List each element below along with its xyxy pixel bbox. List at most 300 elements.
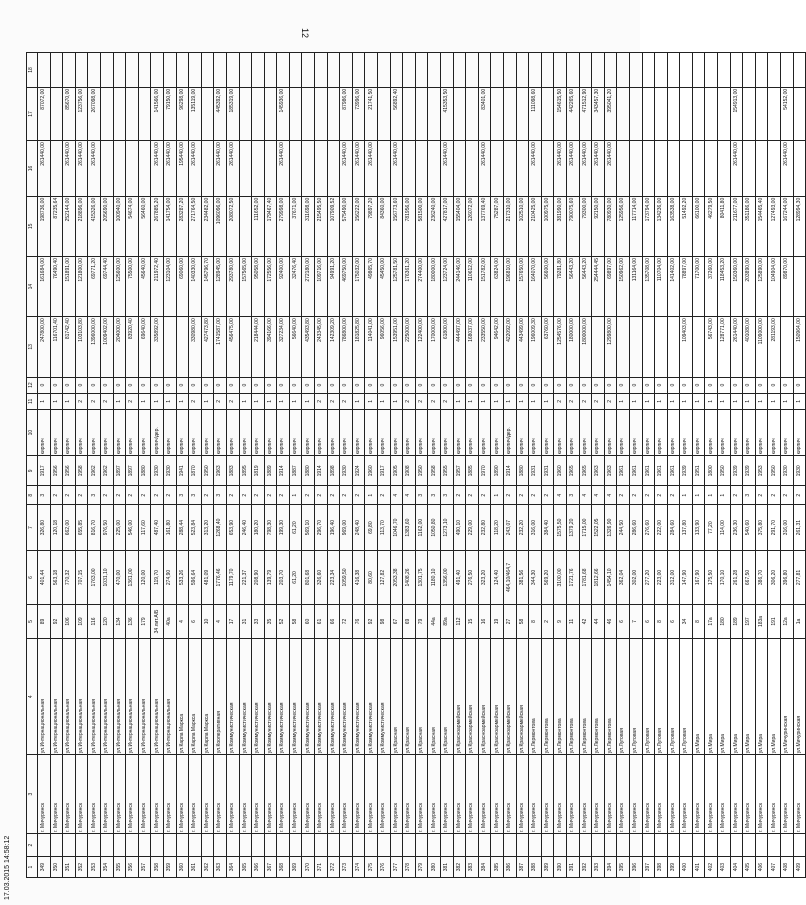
table-cell: 109403,00 xyxy=(680,317,693,377)
table-cell: 98 xyxy=(378,604,391,639)
table-cell: 261440,00 xyxy=(592,141,605,197)
table-cell xyxy=(302,833,315,856)
table-cell: 34 лит.А/Б xyxy=(151,604,164,639)
table-cell: 154465,40 xyxy=(755,196,768,256)
table-cell: 1951 xyxy=(692,456,705,486)
table-cell: 326,80 xyxy=(38,504,51,550)
table-cell xyxy=(705,833,718,856)
table-cell xyxy=(100,141,113,197)
table-cell: 1 xyxy=(239,393,252,409)
table-cell: 1 xyxy=(680,486,693,505)
table-cell: 2 xyxy=(327,393,340,409)
table-cell: 196009,30 xyxy=(529,317,542,377)
table-cell: 229,00 xyxy=(466,504,479,550)
table-cell xyxy=(793,87,806,140)
table-cell xyxy=(755,53,768,88)
table-cell: г. Мичуринск xyxy=(579,755,592,834)
table-cell: 1889 xyxy=(264,456,277,486)
table-cell: 58 xyxy=(289,604,302,639)
table-cell: 203890,00 xyxy=(743,257,756,317)
table-cell: 0 xyxy=(730,377,743,393)
column-header: 12 xyxy=(27,377,38,393)
table-row xyxy=(718,53,731,878)
table-cell: 786800,00 xyxy=(340,317,353,377)
table-cell: 6 xyxy=(189,604,202,639)
table-row xyxy=(680,53,693,878)
table-cell: 54674,00 xyxy=(126,196,139,256)
table-cell: 2 xyxy=(755,486,768,505)
table-cell: 1 xyxy=(378,393,391,409)
table-cell: 1096096,00 xyxy=(214,196,227,256)
table-cell: кирпич xyxy=(302,409,315,455)
table-cell xyxy=(113,141,126,197)
table-cell xyxy=(478,833,491,856)
table-cell xyxy=(579,833,592,856)
table-cell: ул.Коммунистическая xyxy=(239,639,252,755)
table-cell xyxy=(289,833,302,856)
table-cell: 0 xyxy=(503,377,516,393)
table-cell xyxy=(264,87,277,140)
table-cell: 223,34 xyxy=(327,551,340,604)
table-cell: кирпич xyxy=(315,409,328,455)
table-cell xyxy=(239,833,252,856)
table-cell xyxy=(592,317,605,377)
table-cell xyxy=(289,53,302,88)
table-cell: кирпич xyxy=(755,409,768,455)
table-cell: 313,20 xyxy=(201,504,214,550)
table-cell: 2 xyxy=(151,486,164,505)
table-cell xyxy=(113,87,126,140)
table-cell xyxy=(428,87,441,140)
table-cell: 3 xyxy=(38,486,51,505)
table-cell xyxy=(50,53,63,88)
table-cell: кирпич xyxy=(781,409,794,455)
table-cell: 344,30 xyxy=(529,551,542,604)
table-cell xyxy=(201,53,214,88)
table-cell: 354 xyxy=(100,857,113,878)
table-cell: 2 xyxy=(793,486,806,505)
table-cell: 4 xyxy=(554,486,567,505)
table-cell xyxy=(378,141,391,197)
table-cell: 94642,00 xyxy=(491,317,504,377)
table-cell: 145936,00 xyxy=(277,87,290,140)
table-cell: 371 xyxy=(315,857,328,878)
table-cell: 1941 xyxy=(176,456,189,486)
table-cell: ул.Мира xyxy=(718,639,731,755)
table-cell xyxy=(516,833,529,856)
table-cell: 1781,68 xyxy=(579,551,592,604)
table-cell: 12а xyxy=(781,604,794,639)
table-cell: 401,44 xyxy=(38,551,51,604)
table-cell: 217310,00 xyxy=(503,196,516,256)
table-cell: 223,00 xyxy=(655,551,668,604)
table-cell: 316,00 xyxy=(781,504,794,550)
table-cell: 361 xyxy=(189,857,202,878)
table-cell: ул.Коммунистическая xyxy=(277,639,290,755)
table-cell: 151891,00 xyxy=(63,257,76,317)
table-cell: 218896,00 xyxy=(75,196,88,256)
table-cell xyxy=(113,833,126,856)
table-cell: кирпич xyxy=(352,409,365,455)
table-cell: 95058,00 xyxy=(252,257,265,317)
table-cell: г. Мичуринск xyxy=(642,755,655,834)
table-cell: г. Мичуринск xyxy=(352,755,365,834)
table-row xyxy=(415,53,428,878)
table-cell: г. Мичуринск xyxy=(302,755,315,834)
table-cell: 123756,00 xyxy=(75,87,88,140)
table-cell xyxy=(781,317,794,377)
table-cell: ул.Мира xyxy=(755,639,768,755)
table-cell xyxy=(138,53,151,88)
table-cell: 1301,75 xyxy=(415,551,428,604)
table-cell: 142309,20 xyxy=(327,317,340,377)
table-cell xyxy=(264,53,277,88)
table-cell: 247800,00 xyxy=(38,317,51,377)
table-cell: 261440,00 xyxy=(340,141,353,197)
table-cell: 327234,00 xyxy=(277,317,290,377)
table-cell: ул.Интернациональная xyxy=(100,639,113,755)
table-cell: 117714,00 xyxy=(629,196,642,256)
table-cell: кирпич xyxy=(100,409,113,455)
table-cell: 351 xyxy=(63,857,76,878)
table-cell xyxy=(680,53,693,88)
table-cell: 1 xyxy=(617,393,630,409)
column-header: 13 xyxy=(27,317,38,377)
table-cell: 312,00 xyxy=(667,551,680,604)
table-row xyxy=(390,53,403,878)
column-header: 14 xyxy=(27,257,38,317)
table-cell: г. Мичуринск xyxy=(743,755,756,834)
column-header: 2 xyxy=(27,833,38,856)
table-cell: 311698,00 xyxy=(302,196,315,256)
table-cell: 2 xyxy=(667,486,680,505)
table-cell: кирпич xyxy=(592,409,605,455)
table-cell: кирпич xyxy=(793,409,806,455)
table-cell xyxy=(466,833,479,856)
table-cell: 279998,00 xyxy=(277,196,290,256)
table-row xyxy=(340,53,353,878)
table-cell: 180000,00 xyxy=(566,317,579,377)
table-cell xyxy=(743,833,756,856)
table-cell xyxy=(239,53,252,88)
table-cell: 103103,80 xyxy=(75,317,88,377)
table-cell xyxy=(642,317,655,377)
table-cell: ул.Интернациональная xyxy=(163,639,176,755)
table-cell: 2 xyxy=(554,393,567,409)
table-cell: 276,60 xyxy=(642,504,655,550)
table-cell: 2 xyxy=(478,486,491,505)
table-cell: 2 xyxy=(214,393,227,409)
table-cell xyxy=(617,53,630,88)
table-cell xyxy=(730,833,743,856)
table-cell: ул.Красноармейская xyxy=(453,639,466,755)
table-row xyxy=(226,53,239,878)
table-cell: кирпич/дер. xyxy=(151,409,164,455)
table-cell: 180,20 xyxy=(252,504,265,550)
table-cell: ул.Лермонтова xyxy=(541,639,554,755)
table-cell: ул.Интернациональная xyxy=(38,639,51,755)
table-cell: 56600,00 xyxy=(541,257,554,317)
table-cell xyxy=(428,141,441,197)
table-row xyxy=(88,53,101,878)
table-cell: г. Мичуринск xyxy=(453,755,466,834)
table-cell: 2 xyxy=(50,486,63,505)
table-cell xyxy=(705,87,718,140)
table-cell: г. Мичуринск xyxy=(226,755,239,834)
table-cell: ул.Красноармейская xyxy=(503,639,516,755)
table-cell: 4 xyxy=(390,486,403,505)
table-cell: 1953 xyxy=(755,456,768,486)
table-row xyxy=(315,53,328,878)
table-cell xyxy=(554,53,567,88)
table-cell xyxy=(453,87,466,140)
table-cell: 0 xyxy=(453,377,466,393)
table-cell: 3100,00 xyxy=(554,551,567,604)
table-cell: кирпич xyxy=(390,409,403,455)
table-cell: 261440,00 xyxy=(730,317,743,377)
table-cell xyxy=(315,53,328,88)
table-cell: г. Мичуринск xyxy=(126,755,139,834)
table-cell: 391 xyxy=(566,857,579,878)
table-cell: 0 xyxy=(100,377,113,393)
table-cell xyxy=(189,53,202,88)
table-cell: 384,40 xyxy=(541,504,554,550)
table-cell: 21741,50 xyxy=(365,87,378,140)
table-cell: 1361,00 xyxy=(126,551,139,604)
table-cell: 1897 xyxy=(113,456,126,486)
table-cell: 469750,00 xyxy=(340,257,353,317)
table-row xyxy=(529,53,542,878)
table-cell: 1914 xyxy=(503,456,516,486)
table-cell xyxy=(491,53,504,88)
table-cell: 75287,00 xyxy=(491,196,504,256)
table-cell: 405 xyxy=(743,857,756,878)
table-cell: 362,04 xyxy=(617,551,630,604)
table-cell: 248,40 xyxy=(352,504,365,550)
table-cell: 151782,00 xyxy=(478,257,491,317)
table-cell xyxy=(327,833,340,856)
table-cell: ул.Луговая xyxy=(629,639,642,755)
table-cell: 79281,80 xyxy=(554,257,567,317)
table-cell: 0 xyxy=(176,377,189,393)
table-cell: 1 xyxy=(705,393,718,409)
table-cell: кирпич xyxy=(176,409,189,455)
table-cell: г. Мичуринск xyxy=(478,755,491,834)
table-cell: 261440,00 xyxy=(352,141,365,197)
table-cell: 0 xyxy=(38,377,51,393)
table-cell: кирпич xyxy=(189,409,202,455)
table-cell: 1721,76 xyxy=(566,551,579,604)
table-cell: г. Мичуринск xyxy=(201,755,214,834)
table-cell: 360 xyxy=(176,857,189,878)
table-cell: 128945,00 xyxy=(214,257,227,317)
table-cell: кирпич xyxy=(239,409,252,455)
column-header: 7 xyxy=(27,504,38,550)
table-cell: 1 xyxy=(365,393,378,409)
table-cell: 386 xyxy=(503,857,516,878)
table-cell xyxy=(453,833,466,856)
table-cell: г. Мичуринск xyxy=(277,755,290,834)
table-row xyxy=(289,53,302,878)
table-cell: кирпич xyxy=(163,409,176,455)
table-cell xyxy=(655,53,668,88)
table-cell xyxy=(617,87,630,140)
table-cell: 75500,00 xyxy=(126,257,139,317)
table-cell: 261440,00 xyxy=(163,141,176,197)
table-cell: 10 xyxy=(201,604,214,639)
table-cell: 1 xyxy=(151,393,164,409)
table-cell: 401 xyxy=(692,857,705,878)
table-cell: ул.Красная xyxy=(390,639,403,755)
table-cell: 1887 xyxy=(289,456,302,486)
table-cell: 33 xyxy=(252,604,265,639)
table-cell xyxy=(428,53,441,88)
table-cell xyxy=(718,141,731,197)
table-cell: 1326,90 xyxy=(604,504,617,550)
table-cell: 415353,50 xyxy=(441,87,454,140)
table-cell: 401080,00 xyxy=(743,317,756,377)
table-row xyxy=(642,53,655,878)
table-cell: 1961 xyxy=(655,456,668,486)
table-cell: 491,40 xyxy=(453,551,466,604)
table-cell: г. Мичуринск xyxy=(592,755,605,834)
table-cell: 291,70 xyxy=(768,504,781,550)
table-cell: 78897,00 xyxy=(680,257,693,317)
table-cell: ул.Лермонтова xyxy=(592,639,605,755)
table-cell: 0 xyxy=(617,377,630,393)
table-cell: 1960 xyxy=(554,456,567,486)
table-cell xyxy=(252,833,265,856)
table-cell xyxy=(617,833,630,856)
table-cell: 150360,00 xyxy=(730,257,743,317)
table-cell: 1931 xyxy=(541,456,554,486)
table-cell: 147,90 xyxy=(680,551,693,604)
table-cell xyxy=(667,317,680,377)
table-cell: ул.Коммунистическая xyxy=(264,639,277,755)
table-cell: 141402,00 xyxy=(667,257,680,317)
table-cell: 19 xyxy=(491,604,504,639)
table-cell xyxy=(201,141,214,197)
table-cell: 0 xyxy=(63,377,76,393)
table-cell: 1 xyxy=(655,393,668,409)
table-cell: ул.Красноармейская xyxy=(516,639,529,755)
table-cell: 121800,00 xyxy=(75,257,88,317)
table-cell: 2 xyxy=(340,486,353,505)
table-cell: 69640,00 xyxy=(138,317,151,377)
table-cell xyxy=(503,141,516,197)
table-cell xyxy=(629,87,642,140)
table-cell: 211972,40 xyxy=(151,257,164,317)
table-cell: ул.Мира xyxy=(692,639,705,755)
table-cell xyxy=(327,53,340,88)
table-cell: 179467,40 xyxy=(264,196,277,256)
table-cell xyxy=(289,87,302,140)
table-cell xyxy=(403,141,416,197)
table-cell: 0 xyxy=(352,377,365,393)
table-cell: 119,70 xyxy=(151,551,164,604)
table-cell: 1885 xyxy=(466,456,479,486)
table-cell xyxy=(176,833,189,856)
table-cell: 368 xyxy=(277,857,290,878)
table-row xyxy=(516,53,529,878)
table-cell: 89а xyxy=(441,604,454,639)
table-row xyxy=(453,53,466,878)
table-cell: 124,40 xyxy=(491,551,504,604)
table-cell: 1356,00 xyxy=(441,551,454,604)
table-cell: ул.Карла Маркса xyxy=(176,639,189,755)
table-row xyxy=(466,53,479,878)
table-cell xyxy=(491,141,504,197)
table-cell: 261440,00 xyxy=(441,141,454,197)
table-cell: 2 xyxy=(100,393,113,409)
table-cell: 191 xyxy=(768,604,781,639)
table-cell xyxy=(100,833,113,856)
table-cell xyxy=(403,833,416,856)
table-cell: 168037,00 xyxy=(466,317,479,377)
table-cell: 61,20 xyxy=(289,504,302,550)
table-cell: 2 xyxy=(226,393,239,409)
table-cell: ул.Мичуринская xyxy=(781,639,794,755)
table-cell: 0 xyxy=(113,377,126,393)
table-cell: 1950 xyxy=(768,456,781,486)
table-cell xyxy=(63,53,76,88)
table-cell: 114,00 xyxy=(718,504,731,550)
table-cell xyxy=(239,317,252,377)
table-cell: 406 xyxy=(755,857,768,878)
table-cell: 196,40 xyxy=(327,504,340,550)
table-row xyxy=(352,53,365,878)
table-cell: 373 xyxy=(340,857,353,878)
table-row xyxy=(189,53,202,878)
table-row xyxy=(176,53,189,878)
table-cell: г. Мичуринск xyxy=(604,755,617,834)
table-cell xyxy=(302,53,315,88)
table-cell: 780930,00 xyxy=(604,196,617,256)
table-cell: 1958 xyxy=(428,456,441,486)
table-cell xyxy=(655,87,668,140)
table-cell: 2 xyxy=(201,486,214,505)
table-cell xyxy=(302,87,315,140)
table-cell: 199,30 xyxy=(277,504,290,550)
table-cell: 1962 xyxy=(88,456,101,486)
housing-registry-table xyxy=(26,52,806,878)
table-cell: 349 xyxy=(38,857,51,878)
table-cell: 1955 xyxy=(441,456,454,486)
table-cell: 1917 xyxy=(38,456,51,486)
table-cell: 2 xyxy=(75,486,88,505)
table-cell: 408 xyxy=(781,857,794,878)
table-cell: 1059,50 xyxy=(340,551,353,604)
table-cell xyxy=(503,87,516,140)
table-cell: 2 xyxy=(378,486,391,505)
table-cell: 221,37 xyxy=(239,551,252,604)
table-cell: 662,00 xyxy=(63,504,76,550)
table-cell: 0 xyxy=(340,377,353,393)
table-cell xyxy=(302,141,315,197)
table-cell: 261440,00 xyxy=(579,141,592,197)
table-cell: 1939 xyxy=(743,456,756,486)
table-row xyxy=(629,53,642,878)
table-cell: 707,15 xyxy=(75,551,88,604)
table-row xyxy=(264,53,277,878)
table-cell: 2 xyxy=(428,393,441,409)
table-cell: 40а xyxy=(163,604,176,639)
table-cell: 0 xyxy=(529,377,542,393)
table-cell: 205690,00 xyxy=(100,196,113,256)
table-cell xyxy=(541,833,554,856)
table-cell: 1965 xyxy=(566,456,579,486)
table-cell: 3 xyxy=(214,486,227,505)
